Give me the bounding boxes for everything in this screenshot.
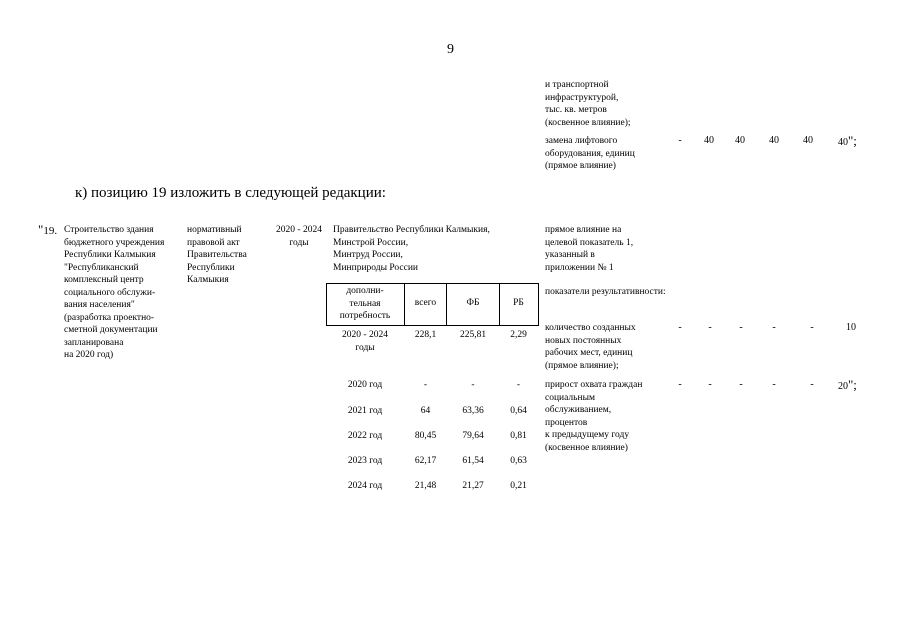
finance-rb: 0,63 — [510, 456, 527, 466]
value-cell: 40 — [803, 135, 813, 146]
name-line: Республики Калмыкия — [64, 250, 156, 260]
indicator-line: количество созданных — [545, 323, 636, 333]
name-line: запланирована — [64, 337, 124, 348]
name-line: комплексный центр — [64, 275, 144, 285]
row-number — [38, 222, 57, 238]
value-text: 40 — [838, 137, 848, 148]
results-label-text: показатели результативности: — [545, 287, 666, 297]
period-line: 2020 - 2024 — [276, 225, 322, 235]
indicator-line: рабочих мест, единиц — [545, 348, 633, 358]
open-quote: " — [38, 222, 44, 237]
value-cell: 10 — [846, 322, 856, 333]
finance-total: 228,1 — [414, 330, 437, 340]
value-cell: 40 — [704, 135, 714, 146]
indicator-line: замена лифтового — [545, 136, 618, 146]
influence-line: прямое влияние на — [545, 225, 622, 235]
header-line: потребность — [339, 311, 391, 321]
indicator-line: прирост охвата граждан — [545, 380, 643, 390]
finance-rb: - — [516, 380, 521, 390]
finance-rb: 0,81 — [510, 431, 527, 441]
indicator-elevator-replacement — [545, 135, 635, 173]
finance-fb: 63,36 — [462, 406, 484, 416]
header-fb: ФБ — [466, 298, 480, 308]
influence-line: приложении № 1 — [545, 262, 614, 273]
finance-period: 2022 год — [347, 431, 383, 441]
indicator-line: (прямое влияние) — [545, 161, 616, 171]
name-line: "Республиканский — [64, 262, 139, 273]
finance-period: 2020 год — [347, 380, 383, 390]
amendment-heading: к) позицию 19 изложить в следующей редакции: — [75, 185, 386, 201]
name-line: вания населения" — [64, 300, 135, 310]
value-cell: - — [708, 322, 712, 333]
header-rb: РБ — [513, 298, 524, 308]
name-line: Строительство здания — [64, 225, 154, 235]
influence-line: целевой показатель 1, — [545, 237, 634, 248]
indicator-line: новых постоянных — [545, 335, 622, 346]
header-need — [326, 285, 404, 323]
value-text: 20 — [838, 381, 848, 392]
finance-period — [326, 329, 404, 354]
period-line: годы — [355, 342, 375, 353]
finance-fb: 21,27 — [462, 481, 484, 491]
period-line: 2020 - 2024 — [342, 330, 388, 340]
finance-fb: 61,54 — [462, 456, 484, 466]
influence-line: указанный в — [545, 250, 595, 260]
finance-period: 2021 год — [347, 406, 383, 416]
value-cell: 40 — [735, 135, 745, 146]
indicator-line: (косвенное влияние); — [545, 117, 631, 128]
indicator-line: обслуживанием, — [545, 405, 612, 415]
finance-total: - — [423, 380, 428, 390]
closing-quote: "; — [848, 377, 857, 392]
indicator-line: социальным — [545, 392, 595, 403]
name-line: сметной документации — [64, 325, 158, 335]
header-line: дополни- — [346, 286, 384, 296]
value-cell: - — [810, 322, 814, 333]
finance-fb: 79,64 — [462, 431, 484, 441]
finance-period: 2023 год — [347, 456, 383, 466]
executor-line: Минприроды России — [333, 262, 418, 273]
indicator-line: (косвенное влияние) — [545, 442, 628, 453]
value-cell: 40 — [769, 135, 779, 146]
value-cell: - — [772, 322, 776, 333]
finance-fb: - — [471, 380, 475, 390]
finance-rb: 0,64 — [510, 406, 527, 416]
finance-fb: 225,81 — [459, 330, 487, 340]
period-line: годы — [289, 237, 309, 248]
value-cell: - — [708, 379, 712, 390]
finance-period: 2024 год — [347, 481, 383, 491]
value-cell: - — [678, 322, 682, 333]
finance-total: 80,45 — [414, 431, 437, 441]
indicator-line: (прямое влияние); — [545, 360, 619, 371]
finance-total: 64 — [420, 406, 431, 416]
act-line: нормативный — [187, 225, 242, 235]
indicator-line: тыс. кв. метров — [545, 105, 607, 115]
target-influence — [545, 224, 633, 274]
executors — [333, 224, 490, 274]
header-total: всего — [414, 298, 437, 308]
name-line: (разработка проектно- — [64, 312, 155, 323]
finance-rb: 2,29 — [510, 330, 527, 340]
closing-quote: "; — [848, 133, 857, 148]
act-line: Калмыкия — [187, 275, 229, 285]
indicator-line: к предыдущему году — [545, 430, 630, 440]
name-line: бюджетного учреждения — [64, 237, 165, 248]
finance-total: 62,17 — [414, 456, 437, 466]
page-number: 9 — [447, 42, 454, 57]
value-cell: - — [678, 135, 682, 146]
act-line: правовой акт — [187, 237, 240, 248]
value-cell: - — [678, 379, 682, 390]
act-line: Правительства — [187, 250, 247, 260]
legal-act — [187, 224, 247, 287]
indicator-line: процентов — [545, 417, 588, 428]
value-cell: - — [772, 379, 776, 390]
indicator-line: оборудования, единиц — [545, 148, 635, 159]
value-cell: - — [739, 379, 743, 390]
executor-line: Минтруд России, — [333, 250, 403, 260]
header-line: тельная — [349, 298, 381, 309]
indicator-line: инфраструктурой, — [545, 92, 619, 103]
executor-line: Минстрой России, — [333, 237, 409, 248]
finance-rb: 0,21 — [510, 481, 527, 491]
value-cell: - — [810, 379, 814, 390]
indicator-jobs — [545, 322, 636, 372]
name-line: социального обслужи- — [64, 287, 156, 298]
name-line: на 2020 год) — [64, 350, 114, 360]
object-name — [64, 224, 164, 362]
indicator-line: и транспортной — [545, 80, 609, 90]
implementation-period — [268, 224, 330, 249]
executor-line: Правительство Республики Калмыкия, — [333, 225, 490, 235]
value-cell: - — [739, 322, 743, 333]
indicator-infrastructure-area — [545, 79, 631, 129]
indicator-coverage — [545, 379, 642, 454]
value-cell — [838, 379, 857, 394]
results-label — [545, 286, 666, 299]
row-number-text: 19. — [43, 225, 58, 237]
finance-total: 21,48 — [414, 481, 437, 491]
act-line: Республики — [187, 262, 235, 273]
value-cell — [838, 135, 857, 150]
